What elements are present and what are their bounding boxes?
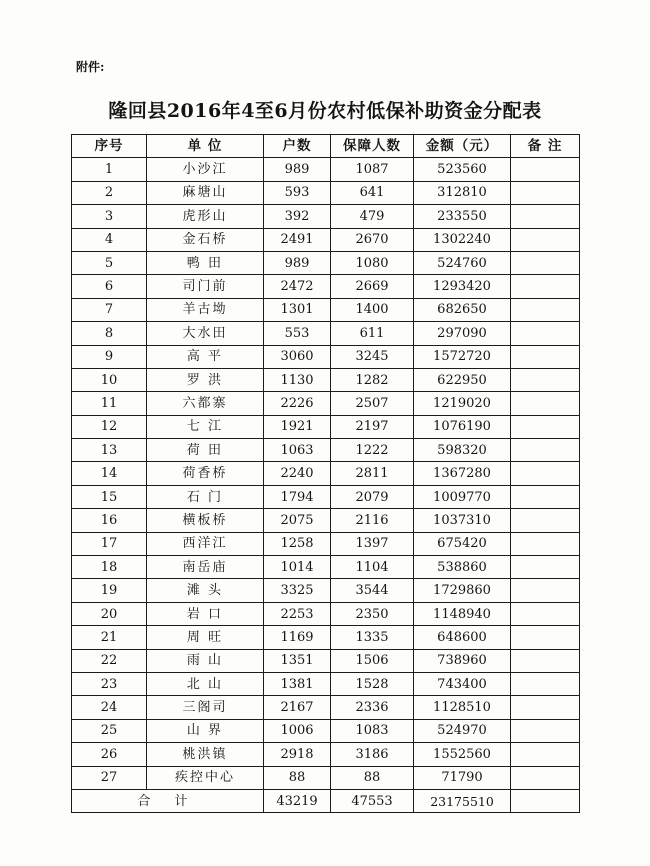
- cell-households: 1063: [264, 439, 331, 462]
- table-row: [72, 275, 580, 298]
- cell-unit: 荷香桥: [147, 462, 264, 485]
- cell-unit: 岩 口: [147, 602, 264, 625]
- cell-amount: 1128510: [414, 696, 511, 719]
- cell-amount: 675420: [414, 532, 511, 555]
- table-row: [72, 532, 580, 555]
- cell-unit: 周 旺: [147, 626, 264, 649]
- cell-amount: 1367280: [414, 462, 511, 485]
- cell-unit: 罗 洪: [147, 368, 264, 391]
- cell-no: 13: [72, 439, 147, 462]
- total-label: 合 计: [72, 789, 264, 812]
- cell-unit: 横板桥: [147, 509, 264, 532]
- cell-note: [511, 181, 580, 204]
- cell-unit: 鸭 田: [147, 251, 264, 274]
- cell-people: 2670: [331, 228, 414, 251]
- cell-unit: 小沙江: [147, 158, 264, 181]
- cell-people: 3544: [331, 579, 414, 602]
- cell-households: 1169: [264, 626, 331, 649]
- cell-note: [511, 532, 580, 555]
- cell-people: 1080: [331, 251, 414, 274]
- cell-people: 1400: [331, 298, 414, 321]
- cell-households: 1014: [264, 556, 331, 579]
- cell-no: 5: [72, 251, 147, 274]
- cell-note: [511, 672, 580, 695]
- cell-no: 23: [72, 672, 147, 695]
- cell-note: [511, 579, 580, 602]
- table-row: [72, 672, 580, 695]
- cell-unit: 北 山: [147, 672, 264, 695]
- cell-no: 19: [72, 579, 147, 602]
- cell-households: 1921: [264, 415, 331, 438]
- cell-households: 2240: [264, 462, 331, 485]
- total-note: [511, 789, 580, 812]
- table-row: [72, 556, 580, 579]
- cell-note: [511, 509, 580, 532]
- cell-people: 88: [331, 766, 414, 789]
- cell-note: [511, 345, 580, 368]
- cell-unit: 麻塘山: [147, 181, 264, 204]
- total-row: [72, 789, 580, 812]
- cell-unit: 高 平: [147, 345, 264, 368]
- cell-households: 1381: [264, 672, 331, 695]
- cell-unit: 羊古坳: [147, 298, 264, 321]
- cell-amount: 1729860: [414, 579, 511, 602]
- table-row: [72, 322, 580, 345]
- cell-unit: 金石桥: [147, 228, 264, 251]
- table-row: [72, 415, 580, 438]
- cell-unit: 荷 田: [147, 439, 264, 462]
- cell-note: [511, 462, 580, 485]
- cell-amount: 1037310: [414, 509, 511, 532]
- cell-households: 989: [264, 251, 331, 274]
- cell-note: [511, 626, 580, 649]
- cell-no: 4: [72, 228, 147, 251]
- table-row: [72, 158, 580, 181]
- cell-households: 1258: [264, 532, 331, 555]
- cell-people: 2197: [331, 415, 414, 438]
- cell-note: [511, 251, 580, 274]
- cell-no: 20: [72, 602, 147, 625]
- cell-amount: 1552560: [414, 743, 511, 766]
- cell-households: 1301: [264, 298, 331, 321]
- cell-people: 2116: [331, 509, 414, 532]
- cell-amount: 1572720: [414, 345, 511, 368]
- cell-no: 15: [72, 485, 147, 508]
- cell-households: 88: [264, 766, 331, 789]
- cell-unit: 七 江: [147, 415, 264, 438]
- cell-no: 10: [72, 368, 147, 391]
- cell-no: 18: [72, 556, 147, 579]
- cell-note: [511, 322, 580, 345]
- cell-no: 8: [72, 322, 147, 345]
- cell-amount: 524760: [414, 251, 511, 274]
- cell-note: [511, 719, 580, 742]
- cell-unit: 三阁司: [147, 696, 264, 719]
- cell-amount: 312810: [414, 181, 511, 204]
- cell-people: 1335: [331, 626, 414, 649]
- column-header-unit: 单 位: [147, 135, 264, 158]
- cell-people: 1506: [331, 649, 414, 672]
- cell-no: 21: [72, 626, 147, 649]
- table-row: [72, 579, 580, 602]
- table-row: [72, 392, 580, 415]
- cell-amount: 523560: [414, 158, 511, 181]
- table-row: [72, 181, 580, 204]
- cell-unit: 山 界: [147, 719, 264, 742]
- total-amount: 23175510: [414, 789, 511, 812]
- cell-no: 17: [72, 532, 147, 555]
- cell-households: 3325: [264, 579, 331, 602]
- cell-unit: 南岳庙: [147, 556, 264, 579]
- cell-people: 2336: [331, 696, 414, 719]
- cell-amount: 1076190: [414, 415, 511, 438]
- cell-amount: 1009770: [414, 485, 511, 508]
- cell-people: 1087: [331, 158, 414, 181]
- cell-households: 2253: [264, 602, 331, 625]
- table-row: [72, 766, 580, 789]
- cell-no: 16: [72, 509, 147, 532]
- cell-people: 2669: [331, 275, 414, 298]
- cell-households: 2075: [264, 509, 331, 532]
- table-row: [72, 251, 580, 274]
- cell-people: 1104: [331, 556, 414, 579]
- cell-unit: 司门前: [147, 275, 264, 298]
- cell-note: [511, 766, 580, 789]
- cell-people: 641: [331, 181, 414, 204]
- cell-no: 24: [72, 696, 147, 719]
- table-row: [72, 228, 580, 251]
- cell-no: 25: [72, 719, 147, 742]
- cell-amount: 538860: [414, 556, 511, 579]
- cell-unit: 滩 头: [147, 579, 264, 602]
- table-row: [72, 649, 580, 672]
- column-header-no: 序号: [72, 135, 147, 158]
- cell-no: 7: [72, 298, 147, 321]
- cell-no: 1: [72, 158, 147, 181]
- cell-households: 593: [264, 181, 331, 204]
- cell-note: [511, 275, 580, 298]
- cell-households: 2167: [264, 696, 331, 719]
- cell-people: 1397: [331, 532, 414, 555]
- cell-unit: 大水田: [147, 322, 264, 345]
- cell-amount: 297090: [414, 322, 511, 345]
- cell-amount: 1302240: [414, 228, 511, 251]
- table-row: [72, 485, 580, 508]
- cell-no: 12: [72, 415, 147, 438]
- cell-amount: 233550: [414, 205, 511, 228]
- cell-note: [511, 228, 580, 251]
- cell-households: 2918: [264, 743, 331, 766]
- cell-no: 3: [72, 205, 147, 228]
- cell-households: 1130: [264, 368, 331, 391]
- table-row: [72, 345, 580, 368]
- cell-no: 2: [72, 181, 147, 204]
- cell-unit: 六都寨: [147, 392, 264, 415]
- cell-people: 1282: [331, 368, 414, 391]
- cell-note: [511, 368, 580, 391]
- cell-note: [511, 205, 580, 228]
- document-title: 隆回县2016年4至6月份农村低保补助资金分配表: [108, 100, 542, 122]
- cell-people: 479: [331, 205, 414, 228]
- cell-households: 1794: [264, 485, 331, 508]
- cell-people: 2811: [331, 462, 414, 485]
- cell-households: 2472: [264, 275, 331, 298]
- column-header-people: 保障人数: [331, 135, 414, 158]
- cell-no: 11: [72, 392, 147, 415]
- allocation-table: [71, 134, 580, 813]
- cell-people: 1528: [331, 672, 414, 695]
- table-row: [72, 626, 580, 649]
- cell-households: 989: [264, 158, 331, 181]
- cell-amount: 71790: [414, 766, 511, 789]
- cell-amount: 622950: [414, 368, 511, 391]
- cell-note: [511, 556, 580, 579]
- cell-amount: 1148940: [414, 602, 511, 625]
- cell-people: 1222: [331, 439, 414, 462]
- column-header-households: 户数: [264, 135, 331, 158]
- cell-no: 27: [72, 766, 147, 789]
- table-row: [72, 439, 580, 462]
- cell-note: [511, 439, 580, 462]
- table-row: [72, 368, 580, 391]
- cell-no: 9: [72, 345, 147, 368]
- table-row: [72, 298, 580, 321]
- cell-amount: 598320: [414, 439, 511, 462]
- cell-note: [511, 696, 580, 719]
- cell-people: 2350: [331, 602, 414, 625]
- cell-people: 3245: [331, 345, 414, 368]
- cell-people: 2507: [331, 392, 414, 415]
- cell-unit: 西洋江: [147, 532, 264, 555]
- cell-note: [511, 158, 580, 181]
- cell-people: 1083: [331, 719, 414, 742]
- cell-households: 2491: [264, 228, 331, 251]
- table-row: [72, 205, 580, 228]
- total-households: 43219: [264, 789, 331, 812]
- total-people: 47553: [331, 789, 414, 812]
- cell-amount: 1219020: [414, 392, 511, 415]
- cell-note: [511, 743, 580, 766]
- table-row: [72, 602, 580, 625]
- cell-no: 26: [72, 743, 147, 766]
- cell-people: 2079: [331, 485, 414, 508]
- cell-note: [511, 298, 580, 321]
- cell-amount: 682650: [414, 298, 511, 321]
- table-row: [72, 719, 580, 742]
- table-row: [72, 743, 580, 766]
- cell-amount: 1293420: [414, 275, 511, 298]
- cell-households: 553: [264, 322, 331, 345]
- cell-note: [511, 485, 580, 508]
- cell-unit: 桃洪镇: [147, 743, 264, 766]
- attachment-label: 附件:: [76, 60, 105, 74]
- cell-people: 611: [331, 322, 414, 345]
- cell-unit: 虎形山: [147, 205, 264, 228]
- cell-no: 22: [72, 649, 147, 672]
- cell-amount: 524970: [414, 719, 511, 742]
- table-row: [72, 462, 580, 485]
- cell-unit: 雨 山: [147, 649, 264, 672]
- cell-note: [511, 649, 580, 672]
- cell-amount: 743400: [414, 672, 511, 695]
- table-header-row: [72, 135, 580, 158]
- cell-note: [511, 392, 580, 415]
- cell-households: 1006: [264, 719, 331, 742]
- table-row: [72, 509, 580, 532]
- cell-households: 1351: [264, 649, 331, 672]
- cell-no: 14: [72, 462, 147, 485]
- cell-unit: 疾控中心: [147, 766, 264, 789]
- table-row: [72, 696, 580, 719]
- cell-people: 3186: [331, 743, 414, 766]
- cell-unit: 石 门: [147, 485, 264, 508]
- column-header-amount: 金额（元）: [414, 135, 511, 158]
- cell-households: 392: [264, 205, 331, 228]
- cell-note: [511, 602, 580, 625]
- cell-households: 2226: [264, 392, 331, 415]
- cell-amount: 648600: [414, 626, 511, 649]
- cell-no: 6: [72, 275, 147, 298]
- cell-amount: 738960: [414, 649, 511, 672]
- column-header-note: 备 注: [511, 135, 580, 158]
- cell-note: [511, 415, 580, 438]
- cell-households: 3060: [264, 345, 331, 368]
